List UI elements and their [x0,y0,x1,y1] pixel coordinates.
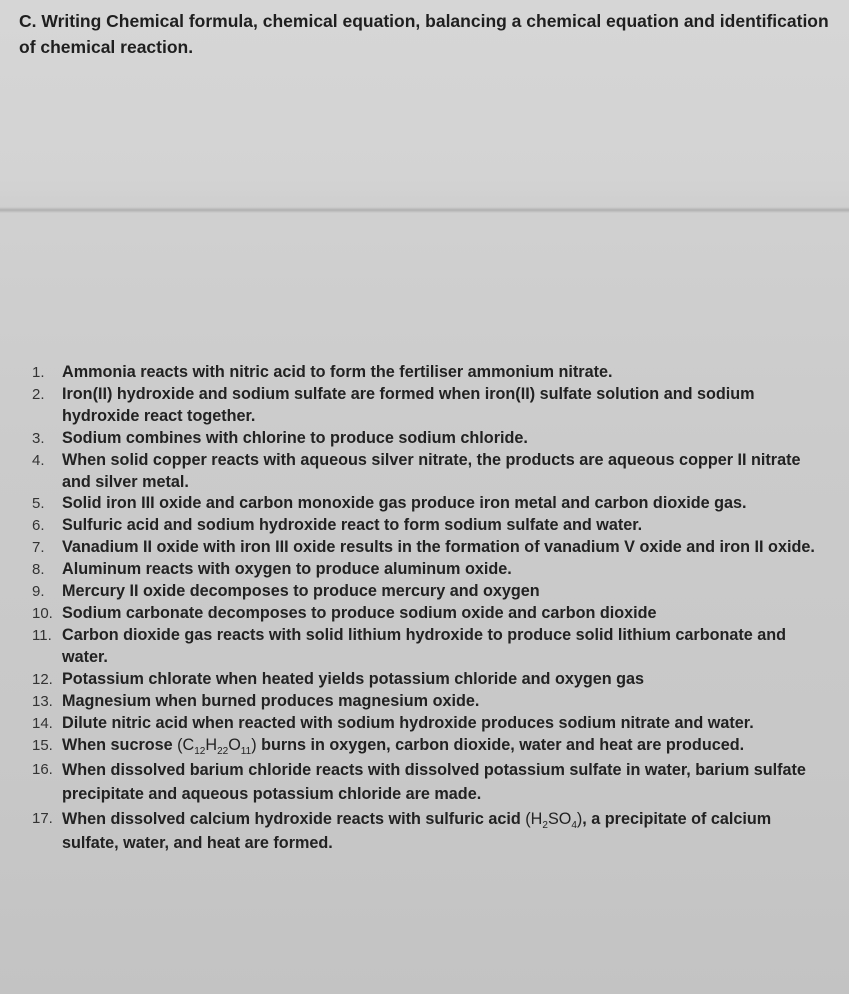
list-item [32,807,822,856]
question-list [32,362,822,856]
item-number: 5. [32,495,45,513]
item-number: 8. [32,561,45,579]
formula-element: H [530,809,543,828]
list-item [32,537,822,559]
item-number: 3. [32,429,45,447]
list-item [32,559,822,581]
formula-element: H [205,736,218,755]
item-number: 14. [32,714,53,732]
item-text: Sodium carbonate decomposes to produce sodium oxide and carbon dioxide [62,603,657,622]
list-item [32,362,822,384]
list-item [32,734,822,758]
item-text: Potassium chlorate when heated yields potassium chloride and oxygen gas [62,669,645,688]
formula-element: SO [547,809,572,828]
formula-element: C [182,736,195,755]
formula-close-paren: ) [576,809,583,828]
item-number: 10. [32,604,53,622]
item-number: 4. [32,451,45,469]
sulfuric-acid-formula [525,809,583,832]
list-item [32,758,822,807]
item-text: Mercury II oxide decomposes to produce mercury and oxygen [62,582,540,601]
list-item [32,669,822,691]
formula-open-paren: ( [177,736,183,755]
item-text: Sodium combines with chlorine to produce sodium chloride. [62,428,528,447]
item-text: Solid iron III oxide and carbon monoxide gas produce iron metal and carbon dioxide gas. [62,494,747,513]
list-item [32,581,822,603]
list-item [32,691,822,713]
list-item [32,384,822,428]
item-text: Dilute nitric acid when reacted with sodium hydroxide produces sodium nitrate and water. [62,713,754,732]
formula-open-paren: ( [525,809,531,828]
formula-subscript: 12 [194,746,206,758]
list-item [32,515,822,537]
item-text-before: When dissolved calcium hydroxide reacts with sulfuric acid [62,809,521,828]
item-number: 1. [32,364,45,381]
item-number: 11. [32,626,52,644]
list-item [32,625,822,669]
item-number: 2. [32,385,45,403]
item-text-before: When sucrose [62,736,173,755]
item-text: Vanadium II oxide with iron III oxide results in the formation of vanadium V oxide and iron II oxide. [62,538,815,557]
formula-element: O [228,736,241,755]
formula-close-paren: ) [251,736,257,755]
item-number: 13. [32,692,53,710]
item-text: When solid copper reacts with aqueous silver nitrate, the products are aqueous copper II nitrate and silver metal. [62,450,801,491]
item-text: Magnesium when burned produces magnesium oxide. [62,691,480,710]
list-item [32,713,822,735]
list-item [32,450,822,494]
formula-subscript: 11 [240,746,252,758]
item-text: Iron(II) hydroxide and sodium sulfate are formed when iron(II) sulfate solution and sodium hydroxide react together. [62,384,755,425]
item-number: 16. [32,760,53,778]
item-number: 15. [32,737,53,755]
item-number: 6. [32,517,45,535]
formula-subscript: 22 [217,746,229,758]
paper-fold-line [0,207,849,213]
item-text: Ammonia reacts with nitric acid to form the fertiliser ammonium nitrate. [62,363,613,381]
item-text: Sulfuric acid and sodium hydroxide react to form sodium sulfate and water. [62,516,643,535]
list-item [32,493,822,515]
list-item [32,603,822,625]
page-heading: C. Writing Chemical formula, chemical equation, balancing a chemical equation and identification of chemical reaction. [19,11,829,57]
item-number: 7. [32,539,45,557]
item-text-after: burns in oxygen, carbon dioxide, water and heat are produced. [261,736,745,755]
formula-subscript: 4 [571,820,577,832]
item-number: 9. [32,583,45,601]
sucrose-formula [177,736,257,758]
item-text: When dissolved barium chloride reacts with dissolved potassium sulfate in water, barium sulfate precipitate and aqueous potassium chloride are made. [62,760,806,804]
item-text: Aluminum reacts with oxygen to produce aluminum oxide. [62,560,512,579]
item-number: 12. [32,670,53,688]
item-text-after: , a precipitate of calcium sulfate, water, and heat are formed. [62,809,772,853]
formula-subscript: 2 [542,820,548,832]
item-number: 17. [32,809,53,827]
list-item [32,428,822,450]
item-text: Carbon dioxide gas reacts with solid lithium hydroxide to produce solid lithium carbonate and water. [62,625,787,666]
